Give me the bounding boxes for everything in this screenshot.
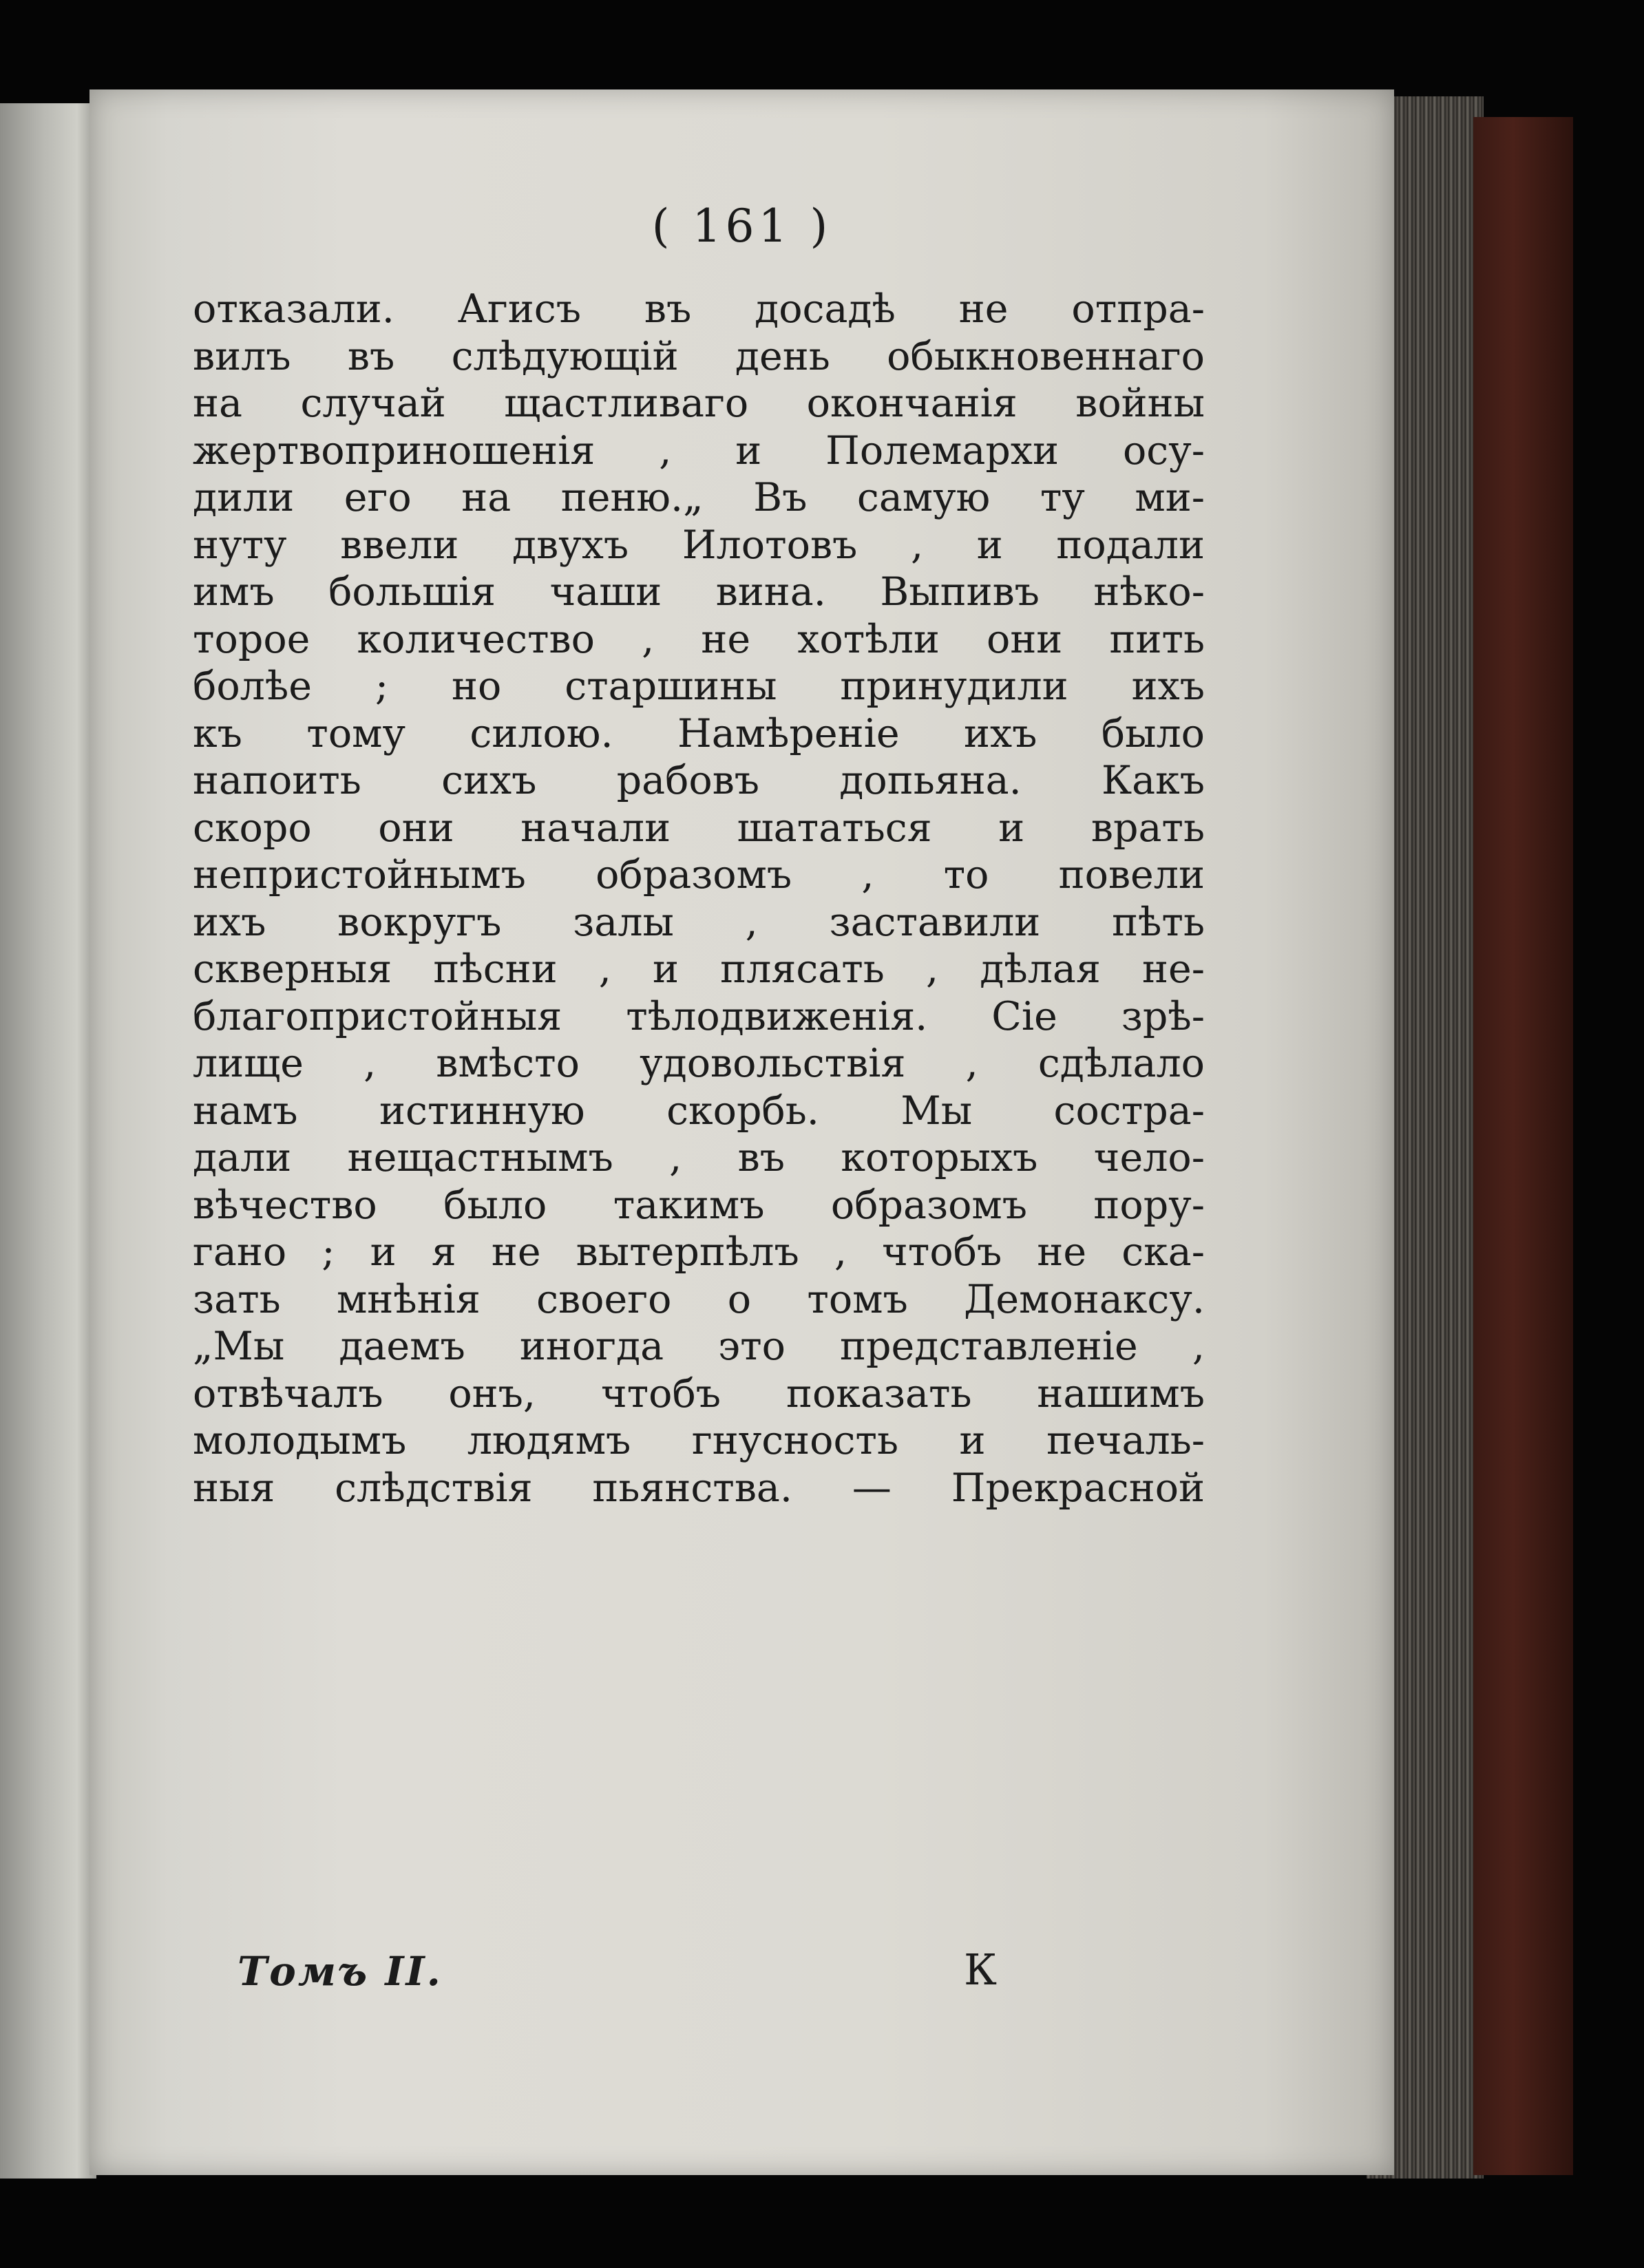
text-line: откaзaли. Агисъ въ досадѣ не отпра- <box>193 286 1205 332</box>
page-number: ( 161 ) <box>651 200 832 253</box>
text-line: скоро они начали шататься и врать <box>193 805 1205 851</box>
text-line: дили его на пеню.„ Въ самую ту ми- <box>193 475 1205 520</box>
body-text <box>193 286 1205 1512</box>
text-line: имъ большія чаши вина. Выпивъ нѣко- <box>193 569 1205 615</box>
text-line: ихъ вокругъ залы , заставили пѣть <box>193 899 1205 945</box>
volume-signature: Томъ II. <box>238 1948 443 1995</box>
text-line: отвѣчалъ онъ, чтобъ показать нашимъ <box>193 1370 1205 1417</box>
text-line: молодымъ людямъ гнусность и печаль- <box>193 1418 1205 1463</box>
book-page <box>89 89 1394 2175</box>
text-line: „Мы даемъ иногда это представленіе , <box>193 1324 1205 1369</box>
text-line: гано ; и я не вытерпѣлъ , чтобъ не ска- <box>193 1229 1205 1275</box>
text-line: болѣе ; но старшины принудили ихъ <box>193 664 1205 709</box>
text-line: торое количество , не хотѣли они пить <box>193 616 1205 662</box>
facing-page-edge <box>0 103 96 2179</box>
text-line: дали нещастнымъ , въ которыхъ чело- <box>193 1135 1205 1180</box>
text-line: ныя слѣдствія пьянства. — Прекрасной <box>193 1465 1205 1511</box>
text-line: лище , вмѣсто удовольствія , сдѣлало <box>193 1041 1205 1086</box>
text-line: къ тому силою. Намѣреніе ихъ было <box>193 710 1205 756</box>
text-line: нуту ввели двухъ Илотовъ , и подали <box>193 522 1205 568</box>
text-line: вилъ въ слѣдующій день обыкновеннаго <box>193 333 1205 379</box>
text-line: жертвоприношенія , и Полемархи осу- <box>193 427 1205 474</box>
text-line: вѣчество было такимъ образомъ пору- <box>193 1182 1205 1228</box>
text-line: напоить сихъ рабовъ допьяна. Какъ <box>193 758 1205 803</box>
text-line: скверныя пѣсни , и плясать , дѣлая не- <box>193 946 1205 992</box>
gathering-signature: К <box>964 1944 997 1995</box>
text-line: намъ истинную скорбь. Мы сострa- <box>193 1088 1205 1134</box>
text-line: зать мнѣнія своего о томъ Демонаксу. <box>193 1276 1205 1322</box>
text-line: благопристойныя тѣлодвиженія. Сіе зрѣ- <box>193 993 1205 1039</box>
text-line: на случай щастливаго окончанія войны <box>193 381 1205 426</box>
text-line: непристойнымъ образомъ , то повели <box>193 852 1205 898</box>
book-cover-edge <box>1473 117 1573 2175</box>
